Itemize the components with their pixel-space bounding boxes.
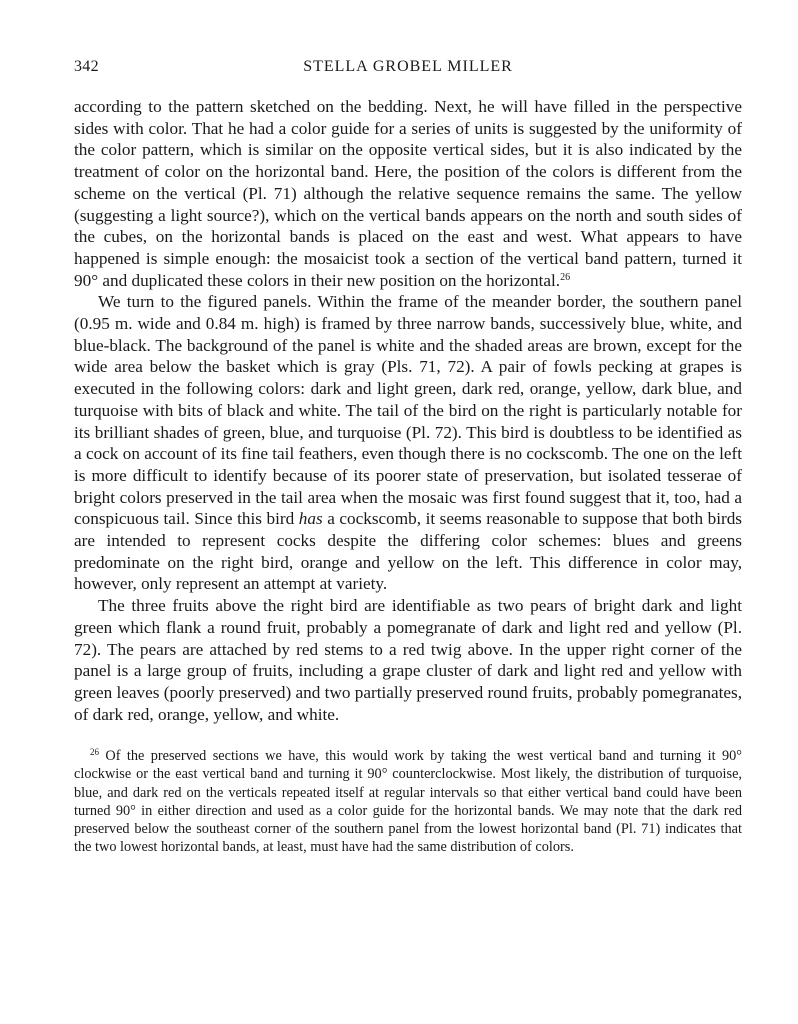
footnote-number: 26 (90, 747, 99, 758)
footnote-reference: 26 (560, 271, 571, 283)
paragraph-text: The three fruits above the right bird are identifiable as two pears of bright dark and light green which flank a round fruit, probably a pomegranate of dark and light red and yellow (Pl. 72). The pears are attached by red stems to a red twig above. In the upper right corner of the panel is a large group of fruits, including a grape cluster of dark and light red and yellow with green leaves (poorly preserved) and two partially preserved round fruits, probably pomegranates, of dark red, orange, yellow, and white. (74, 596, 742, 724)
page (74, 58, 742, 856)
paragraph-fruits (74, 595, 742, 725)
footnote-26 (74, 747, 742, 856)
footnotes (74, 747, 742, 856)
emphasis-text: has (298, 509, 323, 529)
paragraph-continuation (74, 96, 742, 291)
running-title: STELLA GROBEL MILLER (303, 58, 513, 75)
running-head (74, 58, 742, 82)
paragraph-text: a cockscomb, it seems reasonable to suppose that both birds are intended to represent cocks despite the differing color schemes: blues and greens predominate on the right bird, orange and yellow on the left. This difference in color may, however, only represent an attempt at variety. (74, 509, 742, 594)
paragraph-text: We turn to the figured panels. Within the frame of the meander border, the southern panel (0.95 m. wide and 0.84 m. high) is framed by three narrow bands, successively blue, white, and blue-black. The background of the panel is white and the shaded areas are brown, except for the wide area below the basket which is gray (Pls. 71, 72). A pair of fowls pecking at grapes is executed in the following colors: dark and light green, dark red, orange, yellow, dark blue, and turquoise with bits of black and white. The tail of the bird on the right is particularly notable for its brilliant shades of green, blue, and turquoise (Pl. 72). This bird is doubtless to be identified as a cock on account of its fine tail feathers, even though there is no cockscomb. The one on the left is more difficult to identify because of its poorer state of preservation, but isolated tesserae of bright colors preserved in the tail area when the mosaic was first found suggest that it, too, had a conspicuous tail. Since this bird (74, 292, 742, 529)
paragraph-text: according to the pattern sketched on the bedding. Next, he will have filled in the perspective sides with color. That he had a color guide for a series of units is suggested by the uniformity of the color pattern, which is similar on the opposite vertical sides, but it is also indicated by the treatment of color on the horizontal band. Here, the position of the colors is different from the scheme on the vertical (Pl. 71) although the relative sequence remains the same. The yellow (suggesting a light source?), which on the vertical bands appears on the north and south sides of the cubes, on the horizontal bands is placed on the east and west. What appears to have happened is simple enough: the mosaicist took a section of the vertical band pattern, turned it 90° and duplicated these colors in their new position on the horizontal. (74, 97, 742, 290)
page-number: 342 (74, 58, 99, 75)
footnote-text: Of the preserved sections we have, this would work by taking the west vertical band and turning it 90° clockwise or the east vertical band and turning it 90° counterclockwise. Most likely, the distribution of turquoise, blue, and dark red on the verticals repeated itself at regular intervals so that either vertical band could have been turned 90° in either direction and used as a color guide for the horizontal bands. We may note that the dark red preserved below the southeast corner of the southern panel from the lowest horizontal band (Pl. 71) indicates that the two lowest horizontal bands, at least, must have had the same distribution of colors. (74, 748, 742, 855)
body-text (74, 96, 742, 725)
paragraph-figured-panels (74, 291, 742, 595)
